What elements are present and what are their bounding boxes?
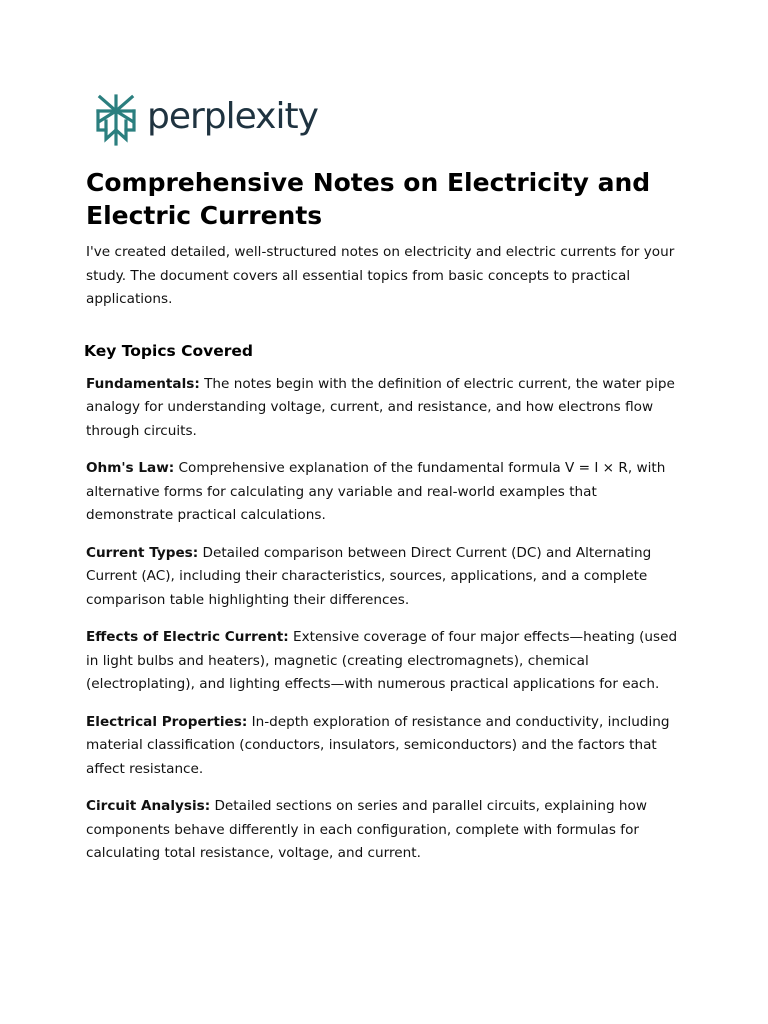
topic-term: Ohm's Law:	[86, 460, 175, 476]
perplexity-logo-mark-icon	[94, 94, 138, 146]
topic-text: Extensive coverage of four major effects—heating (used in light bulbs and heaters), magnetic (creating electromagnets), chemical (electroplating), and lighting effects—with numerous practical applications for each.	[86, 629, 678, 692]
section-heading: Key Topics Covered	[84, 341, 254, 360]
topic-text: In-depth exploration of resistance and conductivity, including material classification (conductors, insulators, semiconductors) and the factors that affect resistance.	[86, 713, 670, 777]
topic-text: The notes begin with the definition of electric current, the water pipe analogy for understanding voltage, current, and resistance, and how electrons flow through circuits.	[86, 375, 675, 439]
perplexity-logo	[94, 94, 318, 146]
topic-term: Effects of Electric Current:	[86, 629, 289, 645]
topic-ohms-law	[86, 457, 686, 528]
logo-wordmark: perplexity	[147, 96, 318, 137]
topic-text: Detailed comparison between Direct Current (DC) and Alternating Current (AC), including their characteristics, sources, applications, and a complete comparison table highlighting their differences.	[86, 544, 652, 608]
topics-list	[86, 373, 686, 866]
topic-text: Detailed sections on series and parallel circuits, explaining how components behave differently in each configuration, complete with formulas for calculating total resistance, voltage, and current.	[86, 798, 647, 861]
topic-term: Fundamentals:	[86, 375, 200, 392]
topic-current-types	[86, 542, 686, 613]
topic-electrical-properties	[86, 711, 686, 782]
topic-text: Comprehensive explanation of the fundamental formula V = I × R, with alternative forms for calculating any variable and real-world examples that demonstrate practical calculations.	[86, 460, 666, 523]
topic-fundamentals	[86, 373, 686, 444]
topic-effects	[86, 626, 686, 697]
topic-term: Circuit Analysis:	[86, 798, 211, 814]
document-body	[86, 166, 686, 880]
topic-term: Electrical Properties:	[86, 713, 248, 730]
topic-term: Current Types:	[86, 544, 199, 561]
intro-paragraph: I've created detailed, well-structured notes on electricity and electric currents for your study. The document covers all essential topics from basic concepts to practical applications.	[86, 244, 675, 307]
topic-circuit-analysis	[86, 795, 686, 866]
document-title: Comprehensive Notes on Electricity and Electric Currents	[86, 168, 651, 230]
